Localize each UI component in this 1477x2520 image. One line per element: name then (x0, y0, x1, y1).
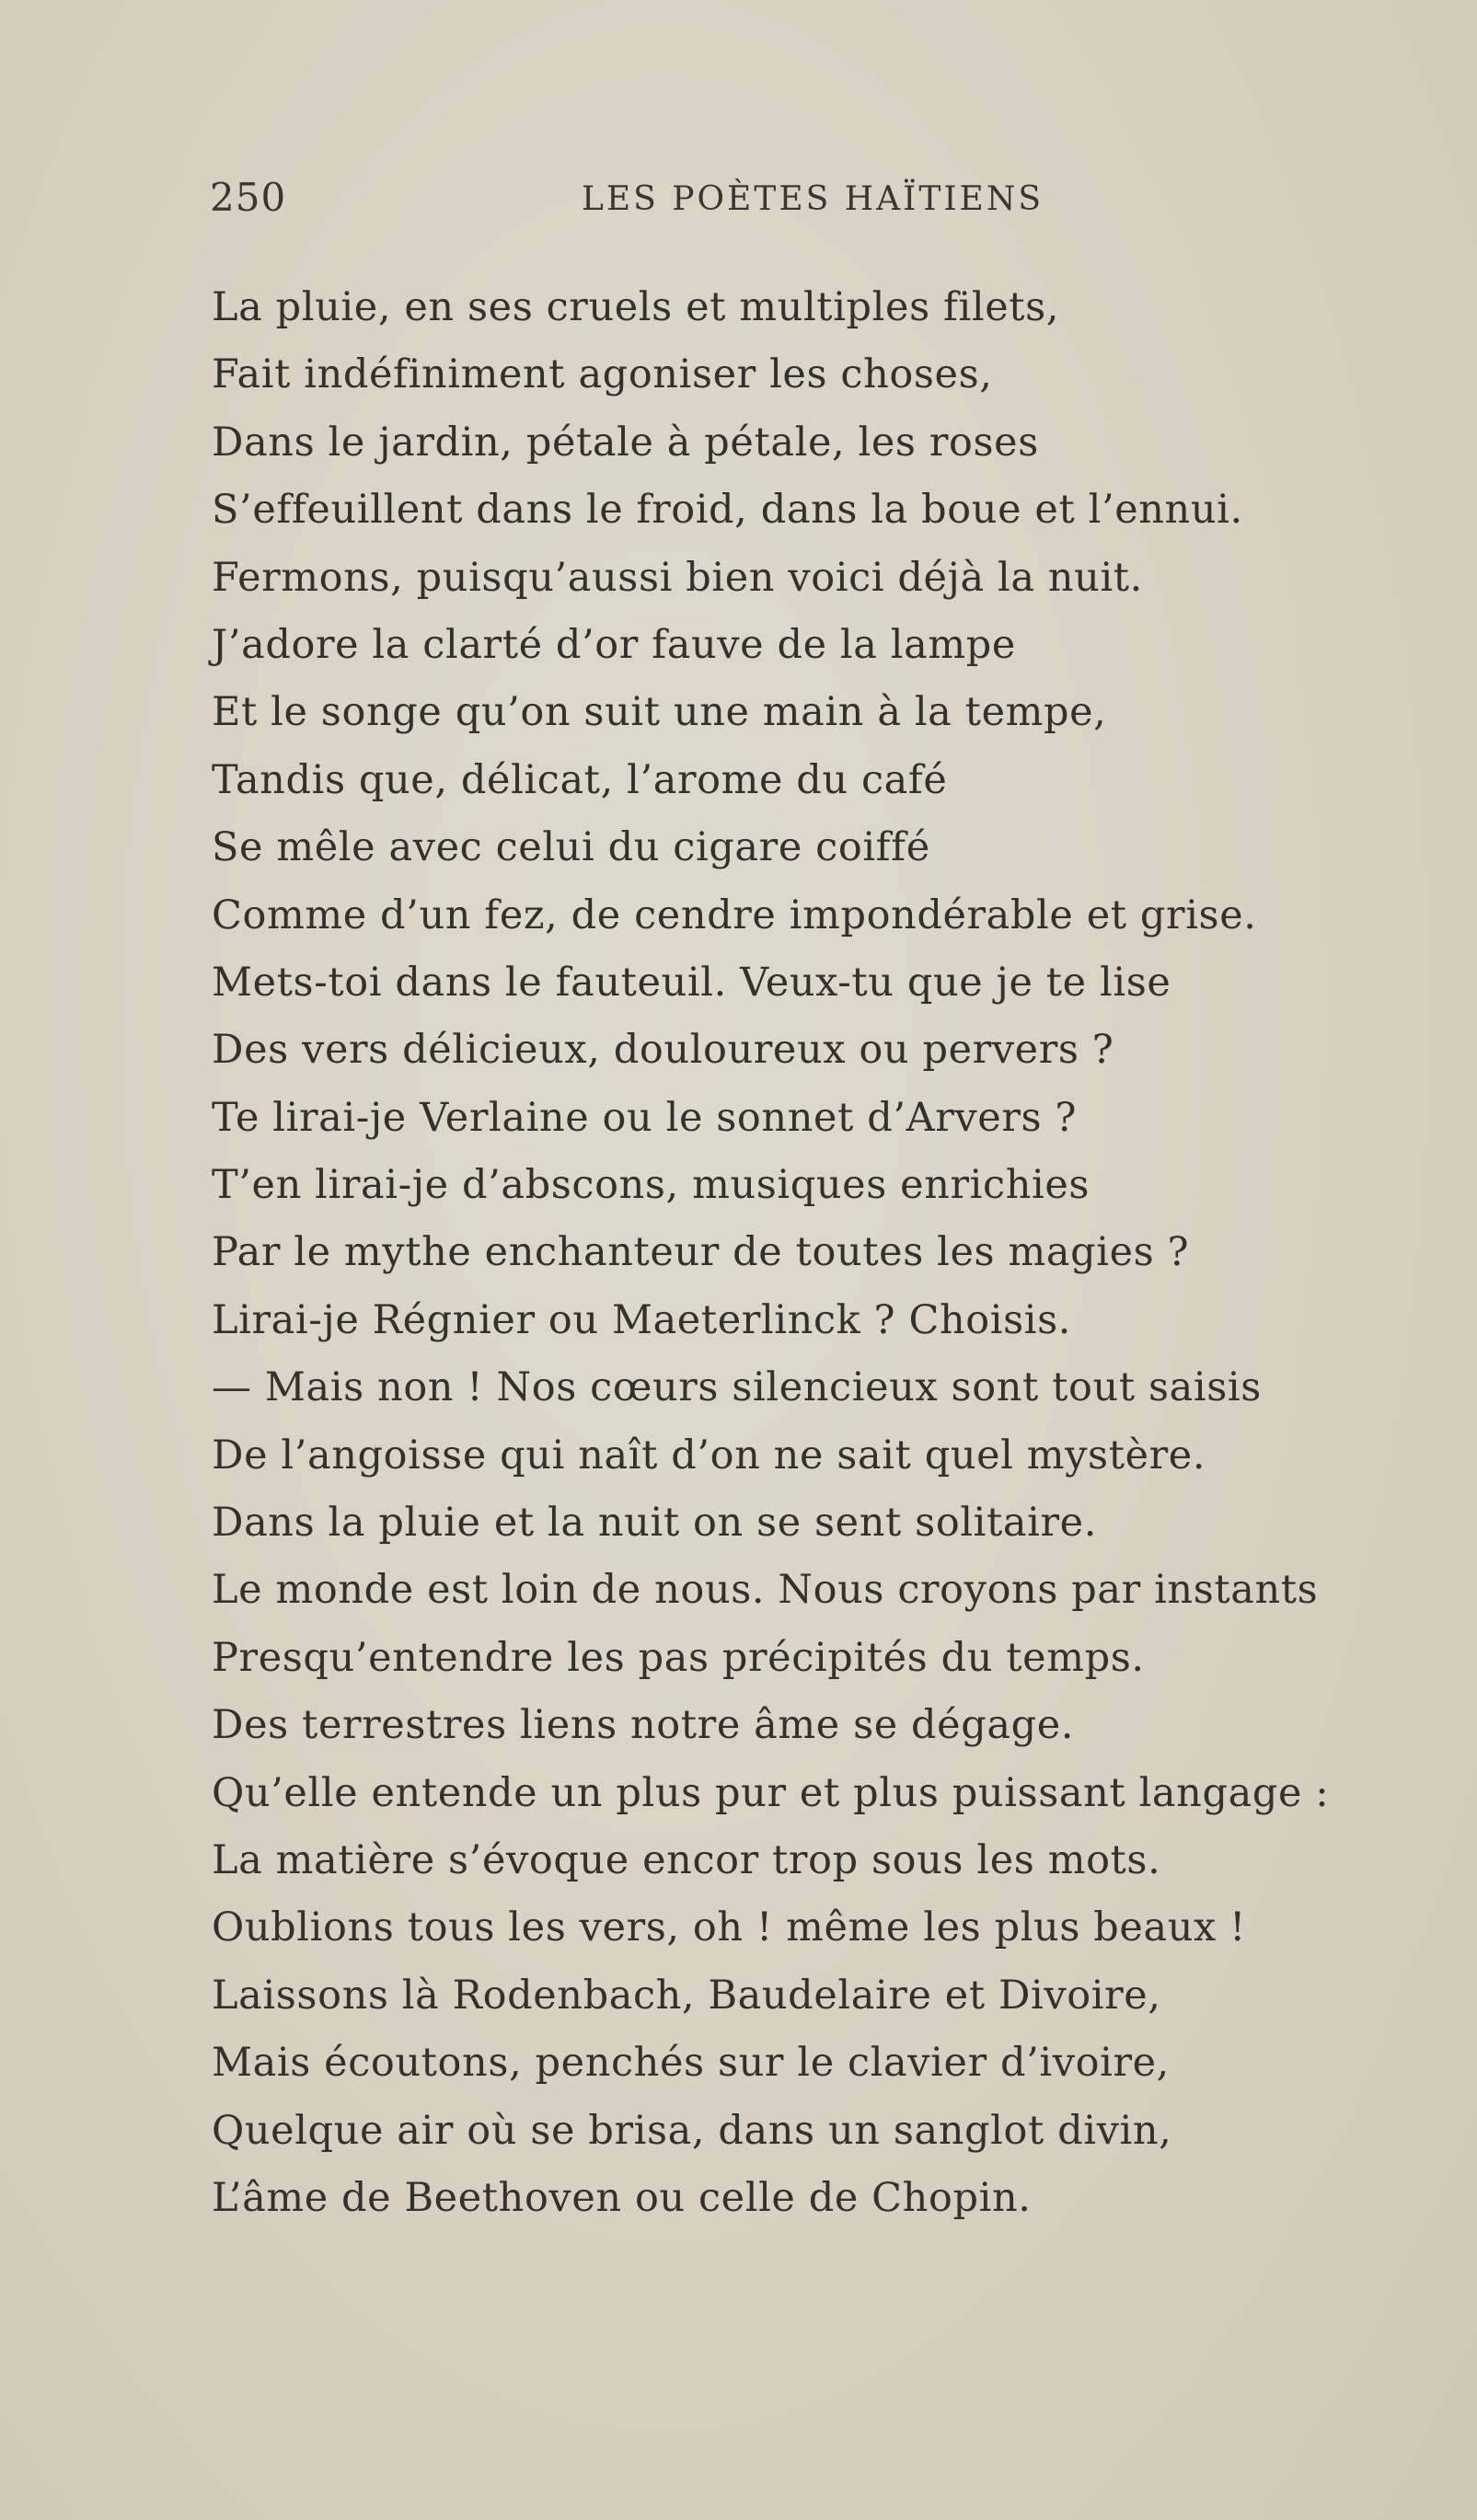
poem-line: Et le songe qu’on suit une main à la tempe, (212, 689, 1107, 736)
running-head (0, 175, 1477, 230)
poem-line: Dans la pluie et la nuit on se sent solitaire. (212, 1500, 1097, 1547)
poem-line: Mets-toi dans le fauteuil. Veux-tu que je te lise (212, 959, 1171, 1006)
poem-line: Par le mythe enchanteur de toutes les magies ? (212, 1229, 1190, 1276)
poem-line: Te lirai-je Verlaine ou le sonnet d’Arvers ? (212, 1094, 1078, 1141)
poem-line: Tandis que, délicat, l’arome du café (212, 756, 948, 803)
poem-line: L’âme de Beethoven ou celle de Chopin. (212, 2174, 1032, 2221)
page-number: 250 (210, 175, 287, 220)
poem-line: J’adore la clarté d’or fauve de la lampe (212, 621, 1016, 668)
poem (212, 274, 1371, 2232)
poem-line: Quelque air où se brisa, dans un sanglot divin, (212, 2107, 1172, 2154)
poem-line: Des terrestres liens notre âme se dégage. (212, 1702, 1075, 1749)
poem-line: Le monde est loin de nous. Nous croyons par instants (212, 1567, 1319, 1614)
poem-line: Des vers délicieux, douloureux ou pervers ? (212, 1027, 1114, 1074)
poem-line: Qu’elle entende un plus pur et plus puissant langage : (212, 1769, 1330, 1816)
poem-line: Laissons là Rodenbach, Baudelaire et Divoire, (212, 1972, 1161, 2019)
poem-line: La pluie, en ses cruels et multiples filets, (212, 284, 1060, 330)
poem-line: La matière s’évoque encor trop sous les mots. (212, 1836, 1161, 1883)
poem-line: T’en lirai-je d’abscons, musiques enrichies (212, 1162, 1090, 1209)
poem-line: — Mais non ! Nos cœurs silencieux sont tout saisis (212, 1364, 1262, 1411)
poem-line: Fait indéfiniment agoniser les choses, (212, 351, 993, 398)
poem-line: S’effeuillent dans le froid, dans la boue et l’ennui. (212, 487, 1243, 534)
poem-line: Lirai-je Régnier ou Maeterlinck ? Choisis. (212, 1296, 1072, 1343)
poem-line: Se mêle avec celui du cigare coiffé (212, 824, 930, 871)
poem-line: Comme d’un fez, de cendre impondérable et grise. (212, 892, 1257, 938)
poem-line: Dans le jardin, pétale à pétale, les roses (212, 419, 1039, 466)
poem-line: Presqu’entendre les pas précipités du temps. (212, 1634, 1145, 1681)
running-title: LES POÈTES HAÏTIENS (582, 180, 1044, 218)
poem-line: Oublions tous les vers, oh ! même les plus beaux ! (212, 1904, 1246, 1951)
poem-line: De l’angoisse qui naît d’on ne sait quel mystère. (212, 1432, 1206, 1479)
poem-line: Fermons, puisqu’aussi bien voici déjà la nuit. (212, 554, 1143, 601)
poem-line: Mais écoutons, penchés sur le clavier d’ivoire, (212, 2040, 1170, 2087)
